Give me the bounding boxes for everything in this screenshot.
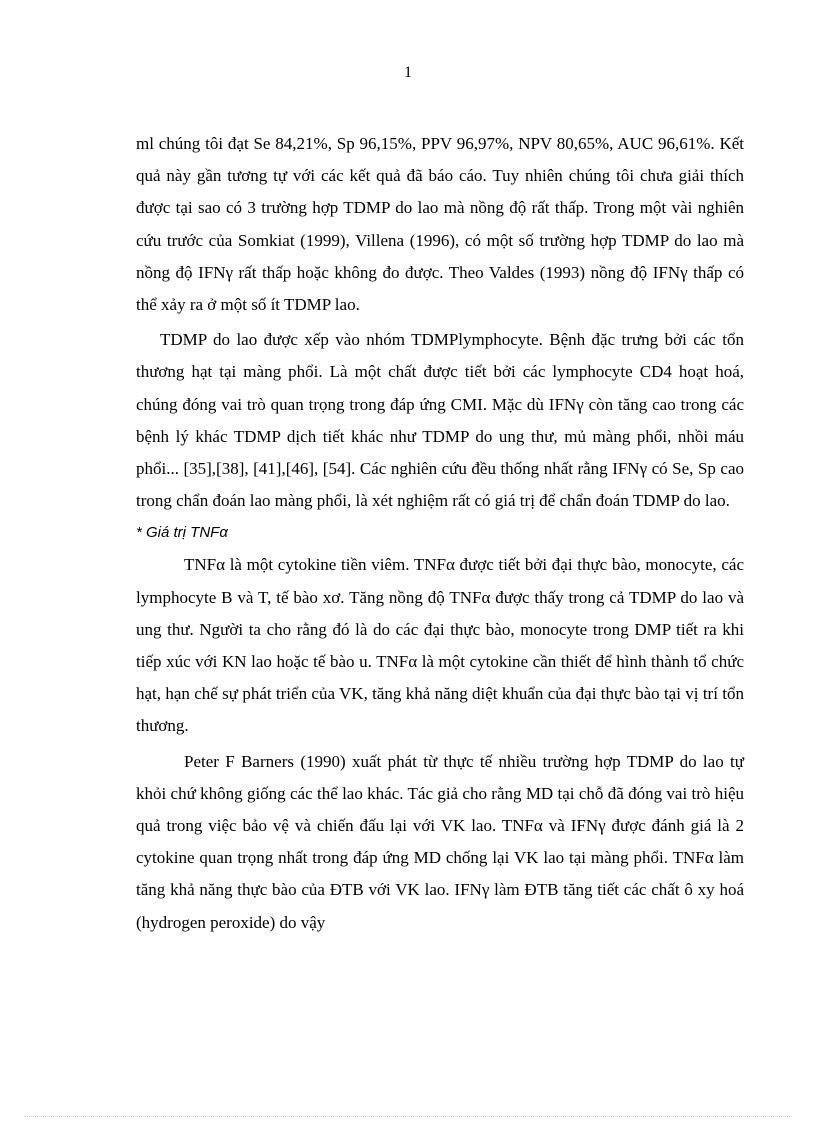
paragraph-tnf-cytokine: TNFα là một cytokine tiền viêm. TNFα được tiết bởi đại thực bào, monocyte, các lymphocyte B và T, tế bào xơ. Tăng nồng độ TNFα được thấy trong cả TDMP do lao và ung thư. Người ta cho rằng đó là do các đại thực bào, monocyte trong DMP tiết ra khi tiếp xúc với KN lao hoặc tế bào u. TNFα là một cytokine cần thiết để hình thành tổ chức hạt, hạn chế sự phát triển của VK, tăng khả năng diệt khuẩn của đại thực bào tại vị trí tổn thương. bbox=[136, 555, 744, 736]
paragraph-ifn-results: ml chúng tôi đạt Se 84,21%, Sp 96,15%, PPV 96,97%, NPV 80,65%, AUC 96,61%. Kết quả này gần tương tự với các kết quả đã báo cáo. Tuy nhiên chúng tôi chưa giải thích được tại sao có 3 trường hợp TDMP do lao mà nồng độ rất thấp. Trong một vài nghiên cứu trước của Somkiat (1999), Villena (1996), có một số trường hợp TDMP do lao mà nồng độ IFNγ rất thấp hoặc không đo được. Theo Valdes (1993) nồng độ IFNγ thấp có thể xảy ra ở một số ít TDMP lao. bbox=[136, 134, 744, 315]
section-heading-tnf: * Giá trị TNFα bbox=[136, 524, 228, 542]
paragraph-barners: Peter F Barners (1990) xuất phát từ thực tế nhiều trường hợp TDMP do lao tự khỏi chứ không giống các thể lao khác. Tác giả cho rằng MD tại chỗ đã đóng vai trò hiệu quả trong việc bảo vệ và chiến đấu lại với VK lao. TNFα và IFNγ được đánh giá là 2 cytokine quan trọng nhất trong đáp ứng MD chống lại VK lao tại màng phổi. TNFα làm tăng khả năng thực bào của ĐTB với VK lao. IFNγ làm ĐTB tăng tiết các chất ô xy hoá (hydrogen peroxide) do vậy bbox=[136, 751, 744, 932]
page-number: 1 bbox=[404, 64, 412, 81]
page-bottom-divider bbox=[24, 1116, 792, 1117]
document-body bbox=[136, 128, 744, 942]
paragraph-tdmp-lymphocyte: TDMP do lao được xếp vào nhóm TDMPlymphocyte. Bệnh đặc trưng bởi các tổn thương hạt tại màng phổi. Là một chất được tiết bởi các lymphocyte CD4 hoạt hoá, chúng đóng vai trò quan trọng trong đáp ứng CMI. Mặc dù IFNγ còn tăng cao trong các bệnh lý khác TDMP dịch tiết khác như TDMP do ung thư, mủ màng phổi, nhồi máu phổi... [35],[38], [41],[46], [54]. Các nghiên cứu đều thống nhất rằng IFNγ có Se, Sp cao trong chẩn đoán lao màng phổi, là xét nghiệm rất có giá trị để chẩn đoán TDMP do lao. bbox=[136, 330, 744, 511]
